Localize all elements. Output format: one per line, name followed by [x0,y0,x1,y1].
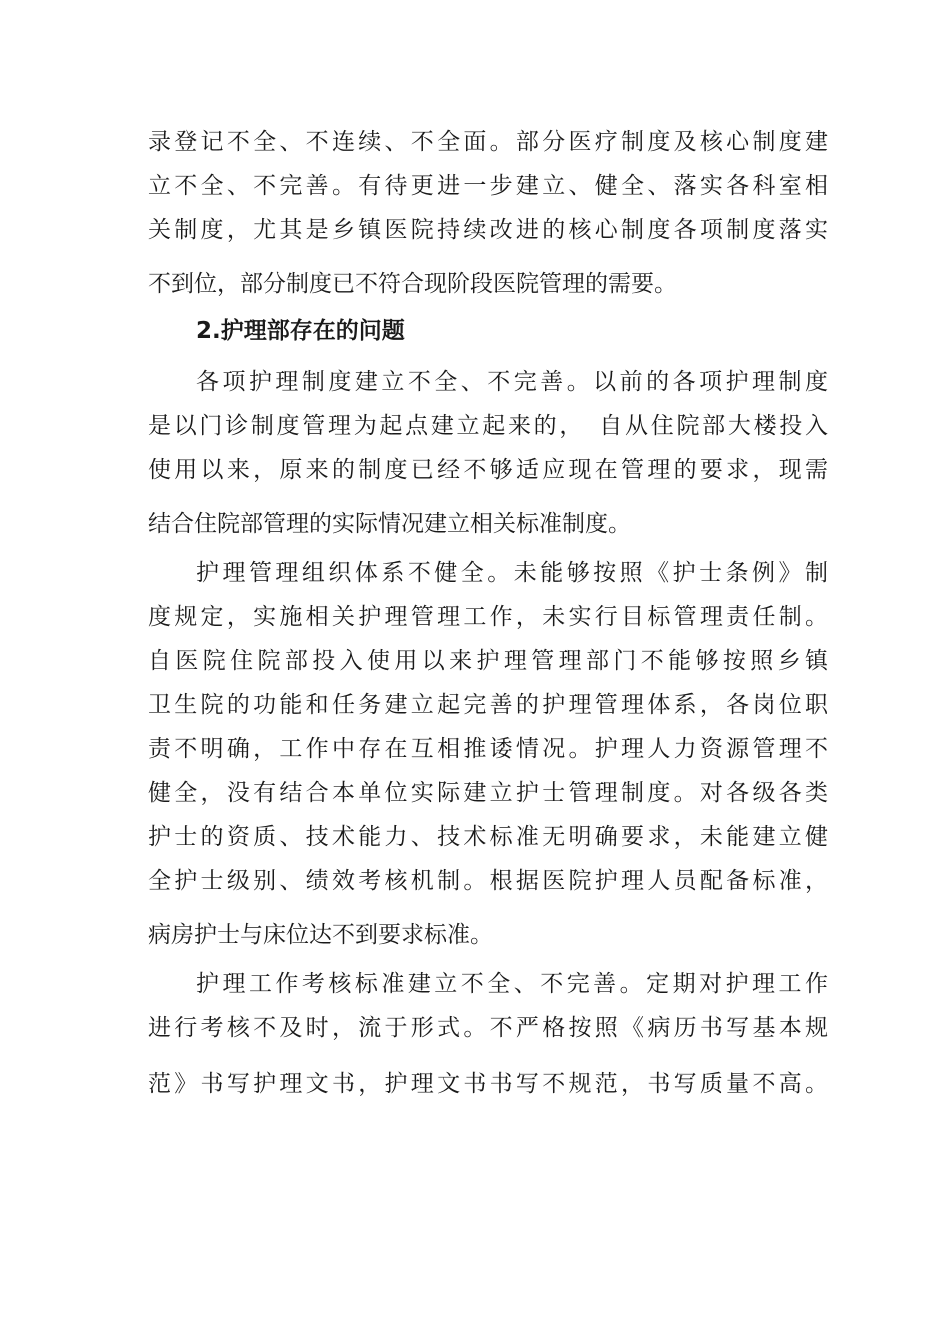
paragraph-1-line-3: 关制度，尤其是乡镇医院持续改进的核心制度各项制度落实 [148,217,828,243]
paragraph-3-line-5: 责不明确，工作中存在互相推诿情况。护理人力资源管理不 [148,736,828,762]
paragraph-3-line-8: 全护士级别、绩效考核机制。根据医院护理人员配备标准， [148,868,828,894]
paragraph-3-line-9: 病房护士与床位达不到要求标准。 [148,922,493,948]
paragraph-1-line-1: 录登记不全、不连续、不全面。部分医疗制度及核心制度建 [148,129,828,155]
paragraph-1-line-4: 不到位，部分制度已不符合现阶段医院管理的需要。 [148,271,677,297]
paragraph-3-line-6: 健全，没有结合本单位实际建立护士管理制度。对各级各类 [148,780,828,806]
paragraph-3-line-4: 卫生院的功能和任务建立起完善的护理管理体系，各岗位职 [148,692,828,718]
section-heading: 2.护理部存在的问题 [196,318,405,344]
paragraph-4-line-2: 进行考核不及时，流于形式。不严格按照《病历书写基本规 [148,1015,828,1041]
paragraph-4-line-3: 范》书写护理文书，护理文书书写不规范，书写质量不高。 [148,1071,828,1097]
paragraph-3-line-3: 自医院住院部投入使用以来护理管理部门不能够按照乡镇 [148,648,828,674]
paragraph-3-line-2: 度规定，实施相关护理管理工作，未实行目标管理责任制。 [148,604,828,630]
paragraph-2-line-1: 各项护理制度建立不全、不完善。以前的各项护理制度 [196,369,828,395]
paragraph-2-line-4: 结合住院部管理的实际情况建立相关标准制度。 [148,511,631,537]
paragraph-2-line-2: 是以门诊制度管理为起点建立起来的， 自从住院部大楼投入 [148,413,828,439]
paragraph-4-line-1: 护理工作考核标准建立不全、不完善。定期对护理工作 [196,971,828,997]
paragraph-3-line-7: 护士的资质、技术能力、技术标准无明确要求，未能建立健 [148,824,828,850]
paragraph-2-line-3: 使用以来，原来的制度已经不够适应现在管理的要求，现需 [148,457,828,483]
paragraph-1-line-2: 立不全、不完善。有待更进一步建立、健全、落实各科室相 [148,173,828,199]
paragraph-3-line-1: 护理管理组织体系不健全。未能够按照《护士条例》制 [196,560,828,586]
